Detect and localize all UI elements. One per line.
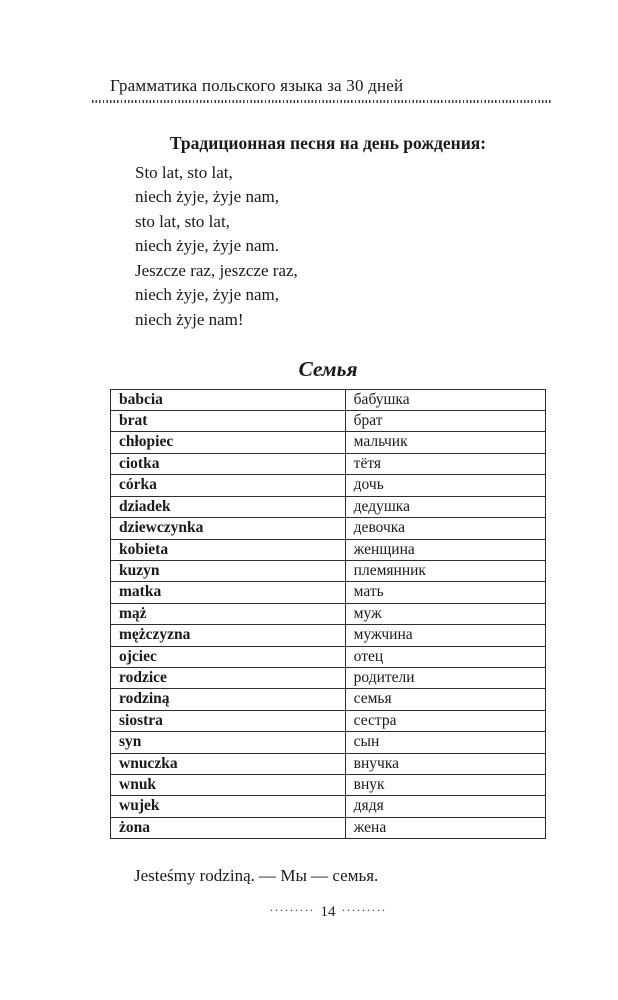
russian-translation-cell: тётя xyxy=(345,453,545,474)
page-number: 14 xyxy=(320,904,336,921)
polish-term-cell: brat xyxy=(111,411,346,432)
russian-translation-cell: брат xyxy=(345,411,545,432)
table-row xyxy=(111,667,546,688)
polish-term-cell: rodzice xyxy=(111,667,346,688)
russian-translation-cell: родители xyxy=(345,667,545,688)
table-row xyxy=(111,817,546,838)
header-dotted-rule xyxy=(92,100,553,103)
song-lines xyxy=(135,161,546,333)
polish-term-cell: żona xyxy=(111,817,346,838)
vocab-section-title: Семья xyxy=(298,356,358,381)
table-row xyxy=(111,475,546,496)
russian-translation-cell: дядя xyxy=(345,796,545,817)
russian-translation-cell: сын xyxy=(345,732,545,753)
polish-term-cell: dziadek xyxy=(111,496,346,517)
song-line: niech żyje, żyje nam. xyxy=(135,236,279,256)
polish-term-cell: wujek xyxy=(111,796,346,817)
polish-term-cell: dziewczynka xyxy=(111,518,346,539)
russian-translation-cell: девочка xyxy=(345,518,545,539)
song-line: Sto lat, sto lat, xyxy=(135,162,233,182)
russian-translation-cell: внук xyxy=(345,774,545,795)
song-line: sto lat, sto lat, xyxy=(135,211,230,231)
russian-translation-cell: сестра xyxy=(345,710,545,731)
polish-term-cell: matka xyxy=(111,582,346,603)
russian-translation-cell: дедушка xyxy=(345,496,545,517)
song-line: niech żyje, żyje nam, xyxy=(135,187,279,207)
song-line: Jeszcze raz, jeszcze raz, xyxy=(135,260,298,280)
running-header xyxy=(110,76,546,103)
polish-term-cell: kobieta xyxy=(111,539,346,560)
table-row xyxy=(111,582,546,603)
polish-term-cell: siostra xyxy=(111,710,346,731)
russian-translation-cell: мужчина xyxy=(345,625,545,646)
song-line: niech żyje nam! xyxy=(135,310,244,330)
example-sentence: Jesteśmy rodziną. — Мы — семья. xyxy=(134,866,379,886)
table-row xyxy=(111,753,546,774)
table-row xyxy=(111,560,546,581)
polish-term-cell: rodziną xyxy=(111,689,346,710)
russian-translation-cell: отец xyxy=(345,646,545,667)
footer-dots-right: ········· xyxy=(341,903,387,918)
russian-translation-cell: семья xyxy=(345,689,545,710)
table-row xyxy=(111,710,546,731)
table-row xyxy=(111,796,546,817)
polish-term-cell: kuzyn xyxy=(111,560,346,581)
text-block xyxy=(110,0,546,922)
russian-translation-cell: племянник xyxy=(345,560,545,581)
polish-term-cell: chłopiec xyxy=(111,432,346,453)
footer-dots-left: ········· xyxy=(269,903,315,918)
song-line: niech żyje, żyje nam, xyxy=(135,285,279,305)
russian-translation-cell: мать xyxy=(345,582,545,603)
russian-translation-cell: дочь xyxy=(345,475,545,496)
polish-term-cell: córka xyxy=(111,475,346,496)
russian-translation-cell: муж xyxy=(345,603,545,624)
table-row xyxy=(111,646,546,667)
running-header-title: Грамматика польского языка за 30 дней xyxy=(110,76,404,95)
russian-translation-cell: бабушка xyxy=(345,389,545,410)
table-row xyxy=(111,432,546,453)
russian-translation-cell: женщина xyxy=(345,539,545,560)
table-row xyxy=(111,689,546,710)
table-row xyxy=(111,411,546,432)
table-row xyxy=(111,603,546,624)
table-row xyxy=(111,453,546,474)
polish-term-cell: mąż xyxy=(111,603,346,624)
polish-term-cell: syn xyxy=(111,732,346,753)
polish-term-cell: wnuk xyxy=(111,774,346,795)
table-row xyxy=(111,496,546,517)
table-row xyxy=(111,774,546,795)
table-row xyxy=(111,518,546,539)
polish-term-cell: babcia xyxy=(111,389,346,410)
song-heading: Традиционная песня на день рождения: xyxy=(169,132,487,153)
polish-term-cell: mężczyzna xyxy=(111,625,346,646)
russian-translation-cell: жена xyxy=(345,817,545,838)
russian-translation-cell: мальчик xyxy=(345,432,545,453)
table-row xyxy=(111,732,546,753)
table-row xyxy=(111,389,546,410)
russian-translation-cell: внучка xyxy=(345,753,545,774)
song-section xyxy=(110,132,546,333)
polish-term-cell: wnuczka xyxy=(111,753,346,774)
table-row xyxy=(111,539,546,560)
polish-term-cell: ojciec xyxy=(111,646,346,667)
vocab-table xyxy=(110,389,546,840)
page-footer xyxy=(110,903,546,922)
polish-term-cell: ciotka xyxy=(111,453,346,474)
table-row xyxy=(111,625,546,646)
